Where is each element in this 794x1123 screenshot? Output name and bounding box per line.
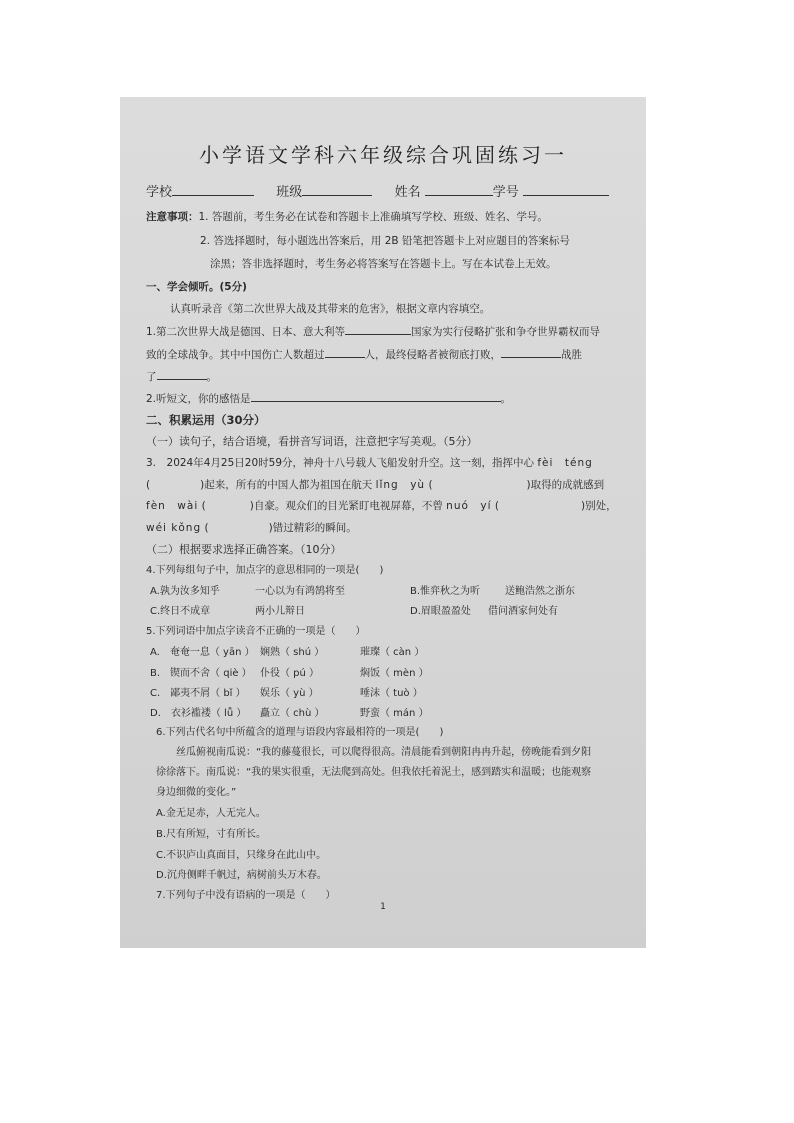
- part2-sub2: （二）根据要求选择正确答案。（10分）: [146, 543, 342, 556]
- q5-option-b-3: 焖饭（ mèn ）: [360, 668, 429, 679]
- q4-option-c-2: 两小儿辩日: [255, 606, 305, 617]
- question-3-text-a: 3. 2024年4月25日20时59分，神舟十八号载人飞船发射升空。这一刻，指挥中心: [146, 457, 535, 469]
- q1-blank-3[interactable]: [501, 347, 561, 358]
- part2-sub1: （一）读句子，结合语境，看拼音写词语，注意把字写美观。（5分）: [146, 435, 478, 448]
- question-3-text-f: )自豪。观众们的目光紧盯电视屏幕，不曾: [249, 500, 443, 512]
- part2-heading: 二、积累运用（30分）: [146, 413, 266, 427]
- question-3-text-b: )起来，所有的中国人都为祖国在航天: [200, 479, 373, 491]
- question-2: [146, 391, 511, 406]
- q4-option-d-2: 借问酒家何处有: [488, 606, 558, 617]
- q5-option-c-3: 唾沫（ tuò ）: [360, 688, 423, 699]
- part1-heading: 一、学会倾听。(5分): [146, 281, 247, 293]
- q1-blank-4[interactable]: [157, 369, 207, 380]
- q4-option-c-1: C.终日不成章: [150, 606, 211, 617]
- pinyin-feiteng: fèi téng: [537, 457, 593, 469]
- notes-line-1: [146, 210, 548, 224]
- question-3-line-3: [146, 499, 617, 513]
- q5-option-c-1: C. 鄙夷不屑（ bǐ ）: [150, 688, 246, 699]
- q4-option-b-2: 送鲍浩然之浙东: [505, 586, 575, 597]
- q6-option-b: B.尺有所短，寸有所长。: [156, 829, 267, 840]
- notes-item-2a: 2. 答选择题时，每小题选出答案后，用 2B 铅笔把答题卡上对应题目的答案标号: [200, 235, 570, 247]
- page-title: 小学语文学科六年级综合巩固练习一: [199, 143, 567, 167]
- q6-passage-3: 身边细微的变化。”: [156, 787, 237, 798]
- name-label: 姓名: [394, 185, 421, 200]
- paren-open-3: (: [201, 500, 206, 512]
- q6-option-d: D.沉舟侧畔千帆过，病树前头万木春。: [156, 870, 327, 881]
- question-2-text: 2.听短文，你的感悟是: [146, 393, 251, 405]
- paren-open-1: (: [146, 479, 151, 491]
- info-line: [146, 185, 609, 200]
- question-3-line-2: [146, 478, 604, 492]
- q4-option-b-1: B.惟弈秋之为听: [410, 586, 481, 597]
- q5-option-a-1: A. 奄奄一息（ yān ）: [150, 647, 255, 658]
- q6-passage-1: 丝瓜俯视南瓜说：“我的藤蔓很长，可以爬得很高。清晨能看到朝阳冉冉升起，傍晚能看到夕阳: [176, 747, 592, 758]
- question-1-text-e: 战胜: [561, 349, 582, 361]
- q6-option-c: C.不识庐山真面目，只缘身在此山中。: [156, 850, 327, 861]
- question-2-end: 。: [500, 393, 512, 405]
- exam-paper: [120, 97, 646, 948]
- q1-blank-1[interactable]: [345, 324, 411, 335]
- question-1-line-2: [146, 347, 582, 362]
- q5-option-d-3: 野蛮（ mán ）: [360, 708, 429, 719]
- question-1-line-3: [146, 369, 217, 384]
- question-1-text-g: 。: [206, 371, 217, 383]
- class-label: 班级: [276, 185, 303, 200]
- q1-blank-2[interactable]: [325, 347, 365, 358]
- class-field[interactable]: [302, 185, 372, 196]
- question-4: 4.下列每组句子中，加点字的意思相同的一项是( ): [146, 565, 384, 576]
- q4-option-a-2: 一心以为有鸿鹄将至: [255, 586, 345, 597]
- q5-option-a-3: 璀璨（ càn ）: [360, 647, 425, 658]
- q6-passage-2: 徐徐落下。南瓜说：“我的果实很重，无法爬到高处。但我依托着泥土，感到踏实和温暖；也能观察: [156, 767, 592, 778]
- pinyin-nuoyi: nuó yí: [446, 500, 492, 512]
- q6-option-a: A.金无足赤，人无完人。: [156, 808, 266, 819]
- pinyin-lingyu: lǐng yù: [375, 479, 426, 491]
- question-1-text-b: 国家为实行侵略扩张和争夺世界霸权而导: [411, 326, 601, 338]
- notes-item-1: 1. 答题前，考生务必在试卷和答题卡上准确填写学校、班级、姓名、学号。: [198, 211, 548, 223]
- question-5: 5.下列词语中加点字读音不正确的一项是（ ）: [146, 626, 366, 637]
- question-3-line-4: [146, 521, 357, 535]
- q4-option-d-1: D.眉眼盈盈处: [410, 606, 471, 617]
- school-field[interactable]: [172, 185, 254, 196]
- question-1-text-d: 人，最终侵略者被彻底打败，: [364, 349, 501, 361]
- name-field[interactable]: [425, 185, 493, 196]
- q5-option-d-1: D. 衣衫褴褛（ lǚ ）: [150, 708, 247, 719]
- q4-option-a-1: A.孰为汝多知乎: [150, 586, 220, 597]
- question-3-line-1: [146, 456, 593, 470]
- pinyin-weikong: wéi kǒng: [146, 522, 202, 534]
- question-1-text-c: 致的全球战争。其中中国伤亡人数超过: [146, 349, 325, 361]
- question-3-text-d: )取得的成就感到: [526, 479, 605, 491]
- question-7: 7.下列句子中没有语病的一项是（ ）: [156, 890, 336, 901]
- notes-label: 注意事项：: [146, 211, 199, 223]
- paren-open-5: (: [204, 522, 209, 534]
- question-1-text-f: 了: [146, 371, 157, 383]
- notes-item-2b: 涂黑；答非选择题时，考生务必将答案写在答题卡上。写在本试卷上无效。: [210, 258, 557, 270]
- page-number: 1: [380, 902, 386, 912]
- question-1-line-1: [146, 324, 600, 339]
- number-label: 学号: [492, 185, 519, 200]
- question-1-text-a: 1.第二次世界大战是德国、日本、意大利等: [146, 326, 346, 338]
- q5-option-b-2: 仆役（ pú ）: [260, 668, 320, 679]
- number-field[interactable]: [523, 185, 609, 196]
- question-6: 6.下列古代名句中所蕴含的道理与语段内容最相符的一项是( ): [156, 727, 444, 738]
- q5-option-d-2: 矗立（ chù ）: [260, 708, 325, 719]
- part1-intro: 认真听录音《第二次世界大战及其带来的危害》，根据文章内容填空。: [170, 303, 491, 315]
- q2-blank[interactable]: [251, 391, 501, 402]
- question-3-text-h: )别处，: [581, 500, 617, 512]
- school-label: 学校: [146, 185, 173, 200]
- paren-open-4: (: [494, 500, 499, 512]
- paren-open-2: (: [428, 479, 433, 491]
- q5-option-c-2: 娱乐（ yù ）: [260, 688, 319, 699]
- q5-option-a-2: 娴熟（ shú ）: [260, 647, 325, 658]
- pinyin-fenwai: fèn wài: [146, 500, 199, 512]
- q5-option-b-1: B. 锲而不舍（ qiè ）: [150, 668, 252, 679]
- question-3-text-j: )错过精彩的瞬间。: [268, 522, 357, 534]
